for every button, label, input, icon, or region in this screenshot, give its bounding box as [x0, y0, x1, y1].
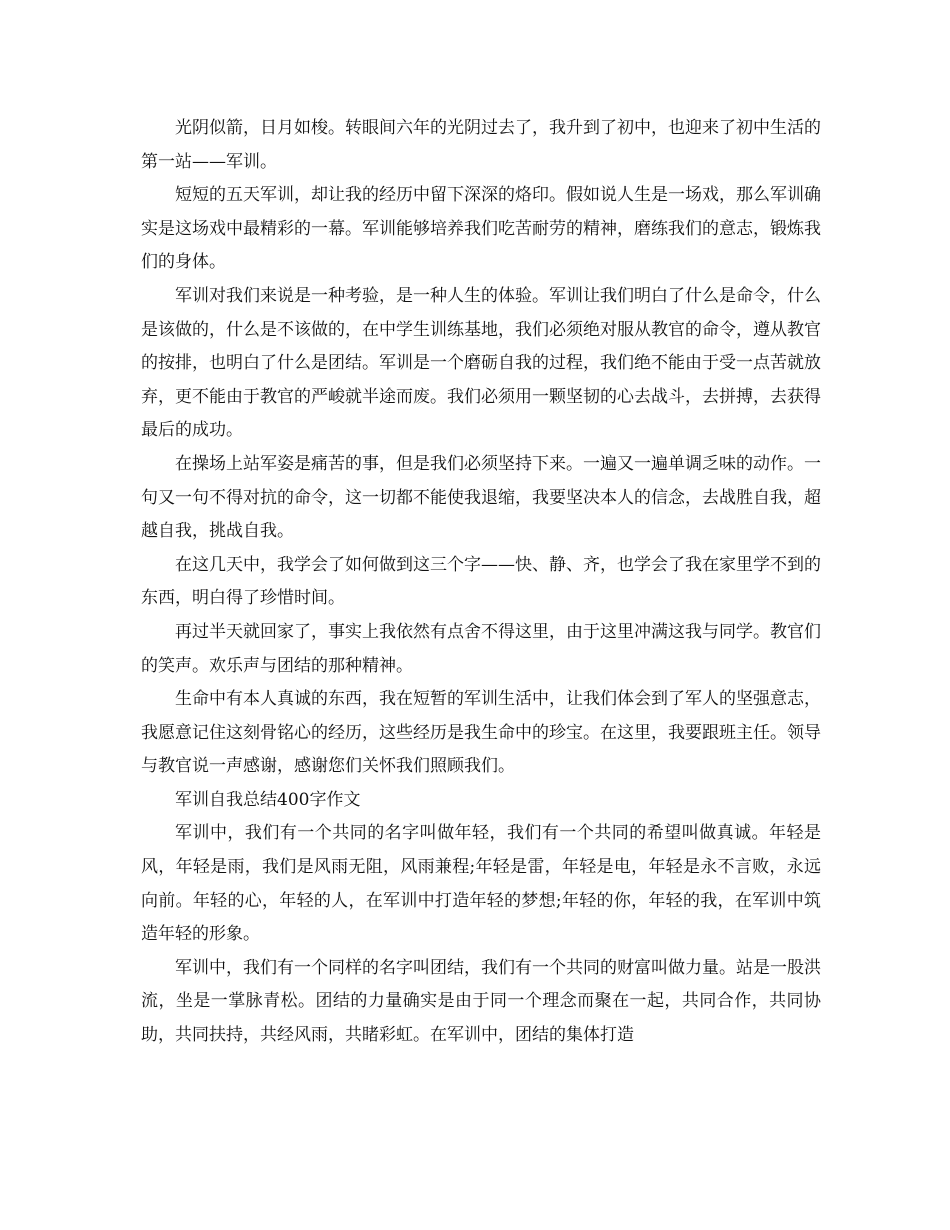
- paragraph: 短短的五天军训，却让我的经历中留下深深的烙印。假如说人生是一场戏，那么军训确实是这场戏中最精彩的一幕。军训能够培养我们吃苦耐劳的精神，磨练我们的意志，锻炼我们的身体。: [141, 185, 821, 273]
- paragraph: 光阴似箭，日月如梭。转眼间六年的光阴过去了，我升到了初中，也迎来了初中生活的第一站——军训。: [141, 118, 821, 172]
- paragraph: 在这几天中，我学会了如何做到这三个字——快、静、齐，也学会了我在家里学不到的东西，明白得了珍惜时间。: [141, 554, 821, 609]
- paragraph: 军训中，我们有一个共同的名字叫做年轻，我们有一个共同的希望叫做真诚。年轻是风，年轻是雨，我们是风雨无阻，风雨兼程;年轻是雷，年轻是电，年轻是永不言败，永远向前。年轻的心，年轻的人，在军训中打造年轻的梦想;年轻的你，年轻的我，在军训中筑造年轻的形象。: [141, 823, 821, 945]
- paragraph: 军训对我们来说是一种考验，是一种人生的体验。军训让我们明白了什么是命令，什么是该做的，什么是不该做的，在中学生训练基地，我们必须绝对服从教官的命令，遵从教官的按排，也明白了什么是团结。军训是一个磨砺自我的过程，我们绝不能由于受一点苦就放弃，更不能由于教官的严峻就半途而废。我们必须用一颗坚韧的心去战斗，去拼搏，去获得最后的成功。: [141, 285, 821, 441]
- paragraph: 军训中，我们有一个同样的名字叫团结，我们有一个共同的财富叫做力量。站是一股洪流，坐是一掌脉青松。团结的力量确实是由于同一个理念而聚在一起，共同合作，共同协助，共同扶持，共经风雨，共睹彩虹。在军训中，团结的集体打造: [141, 957, 821, 1046]
- paragraph: 在操场上站军姿是痛苦的事，但是我们必须坚持下来。一遍又一遍单调乏味的动作。一句又一句不得对抗的命令，这一切都不能使我退缩，我要坚决本人的信念，去战胜自我，超越自我，挑战自我。: [141, 453, 821, 542]
- section-heading: 军训自我总结400字作文: [175, 789, 361, 810]
- paragraph: 再过半天就回家了，事实上我依然有点舍不得这里，由于这里冲满这我与同学。教官们的笑声。欢乐声与团结的那种精神。: [141, 621, 821, 676]
- document-page: [141, 112, 821, 1053]
- paragraph: 生命中有本人真诚的东西，我在短暂的军训生活中，让我们体会到了军人的坚强意志，我愿意记住这刻骨铭心的经历，这些经历是我生命中的珍宝。在这里，我要跟班主任。领导与教官说一声感谢，感谢您们关怀我们照顾我们。: [141, 689, 821, 777]
